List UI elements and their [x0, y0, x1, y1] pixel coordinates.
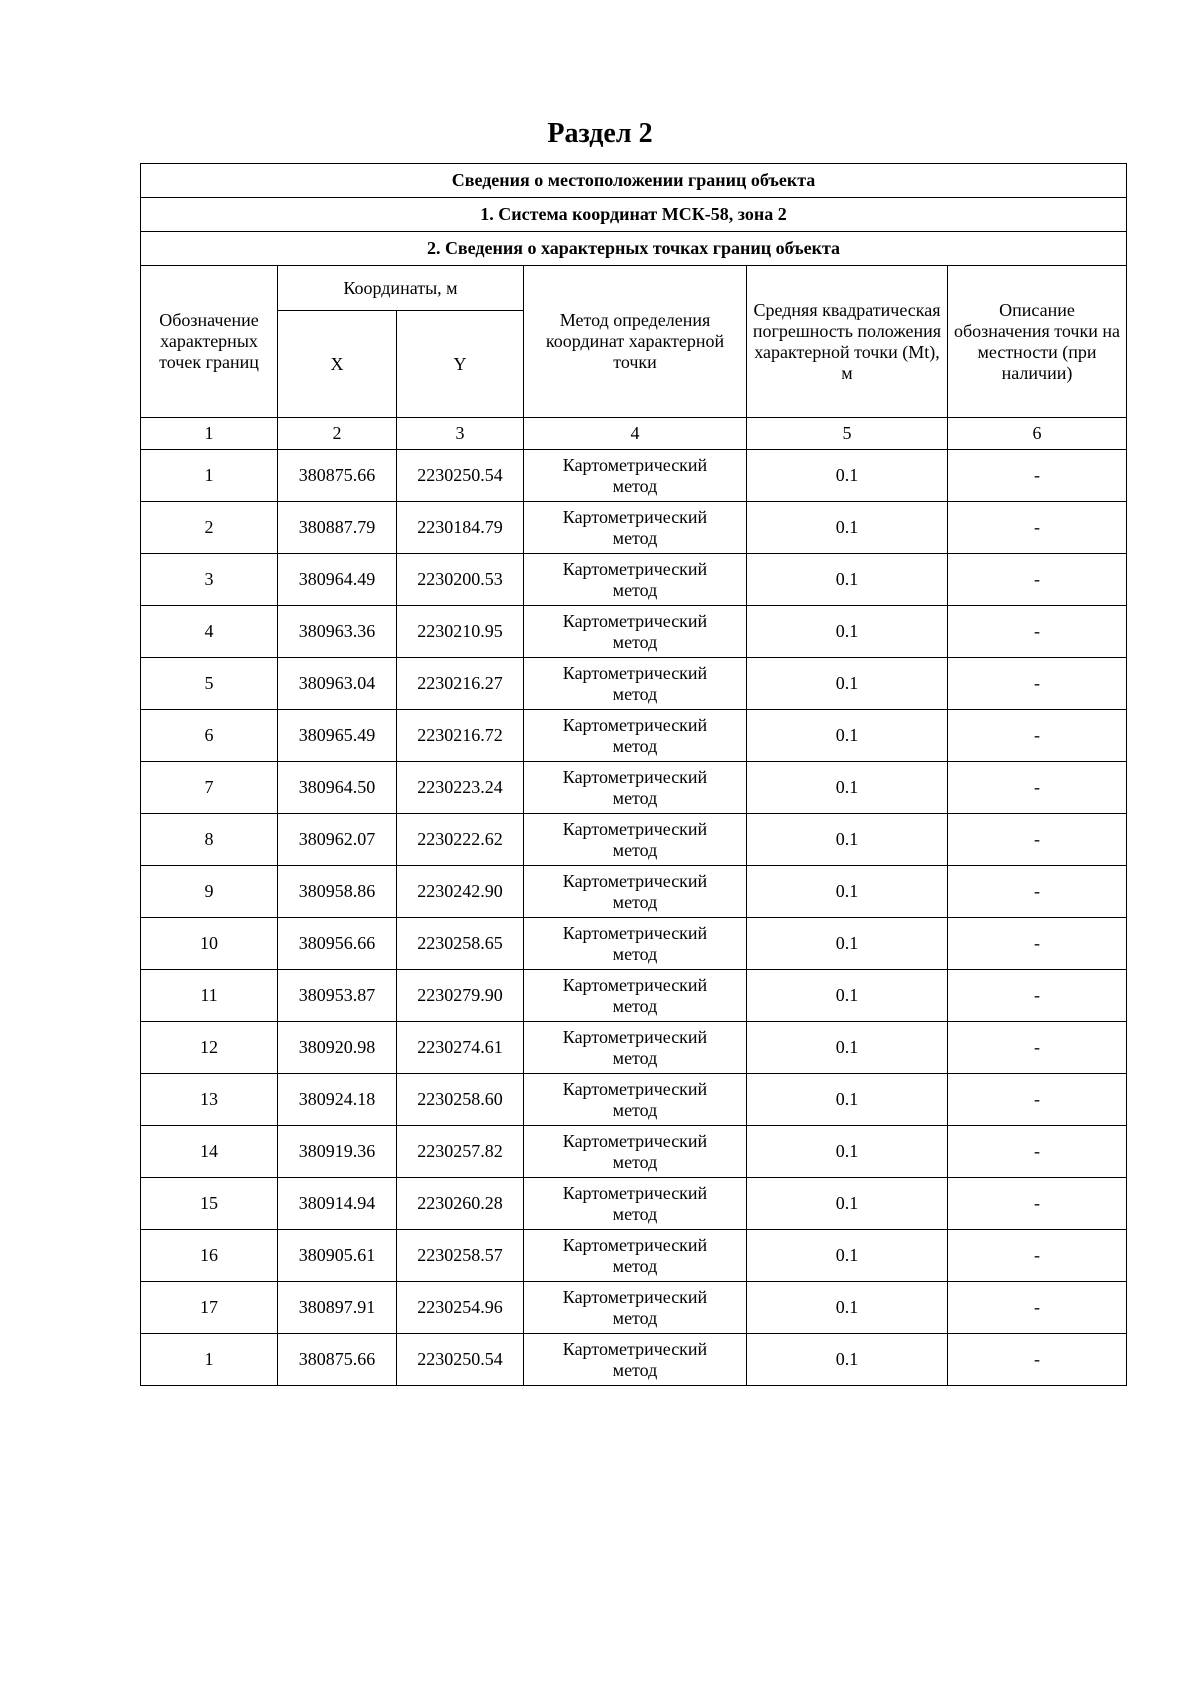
- method-cell: [524, 918, 747, 970]
- error-cell: 0.1: [747, 1126, 948, 1178]
- description-cell: -: [948, 1126, 1127, 1178]
- method-line: Картометрический: [562, 1182, 708, 1203]
- description-cell: -: [948, 1282, 1127, 1334]
- method-line: метод: [612, 735, 658, 756]
- y-cell: 2230200.53: [397, 554, 524, 606]
- method-cell: [524, 710, 747, 762]
- x-cell: 380905.61: [278, 1230, 397, 1282]
- header-row-top: [141, 266, 1127, 311]
- method-line: метод: [612, 1255, 658, 1276]
- description-cell: -: [948, 1178, 1127, 1230]
- point-cell: 11: [141, 970, 278, 1022]
- point-cell: 4: [141, 606, 278, 658]
- description-cell: -: [948, 1074, 1127, 1126]
- error-cell: 0.1: [747, 1334, 948, 1386]
- method-cell: [524, 1074, 747, 1126]
- column-number: 6: [948, 418, 1127, 450]
- error-cell: 0.1: [747, 814, 948, 866]
- table-row: [141, 814, 1127, 866]
- method-line: Картометрический: [562, 506, 708, 527]
- method-line: Картометрический: [562, 454, 708, 475]
- y-cell: 2230258.57: [397, 1230, 524, 1282]
- description-cell: -: [948, 970, 1127, 1022]
- y-cell: 2230250.54: [397, 1334, 524, 1386]
- error-cell: 0.1: [747, 918, 948, 970]
- description-cell: -: [948, 762, 1127, 814]
- column-number: 5: [747, 418, 948, 450]
- table-row: [141, 1074, 1127, 1126]
- table-heading-row: [141, 164, 1127, 198]
- error-cell: 0.1: [747, 450, 948, 502]
- column-number: 3: [397, 418, 524, 450]
- x-cell: 380956.66: [278, 918, 397, 970]
- x-cell: 380919.36: [278, 1126, 397, 1178]
- point-cell: 2: [141, 502, 278, 554]
- method-line: метод: [612, 943, 658, 964]
- table-row: [141, 606, 1127, 658]
- method-cell: [524, 450, 747, 502]
- error-cell: 0.1: [747, 606, 948, 658]
- y-cell: 2230223.24: [397, 762, 524, 814]
- error-cell: 0.1: [747, 502, 948, 554]
- point-cell: 15: [141, 1178, 278, 1230]
- description-cell: -: [948, 606, 1127, 658]
- point-cell: 1: [141, 1334, 278, 1386]
- y-cell: 2230222.62: [397, 814, 524, 866]
- y-cell: 2230250.54: [397, 450, 524, 502]
- x-cell: 380914.94: [278, 1178, 397, 1230]
- method-cell: [524, 1126, 747, 1178]
- method-line: Картометрический: [562, 922, 708, 943]
- error-cell: 0.1: [747, 762, 948, 814]
- method-cell: [524, 814, 747, 866]
- x-cell: 380875.66: [278, 1334, 397, 1386]
- table-row: [141, 1022, 1127, 1074]
- method-cell: [524, 1178, 747, 1230]
- description-cell: -: [948, 1022, 1127, 1074]
- point-cell: 10: [141, 918, 278, 970]
- method-line: метод: [612, 683, 658, 704]
- page-title: Раздел 2: [547, 118, 653, 149]
- method-cell: [524, 606, 747, 658]
- coord-system-label: 1. Система координат МСК-58, зона 2: [141, 198, 1127, 232]
- header-y: Y: [397, 311, 524, 418]
- y-cell: 2230184.79: [397, 502, 524, 554]
- table-row: [141, 1282, 1127, 1334]
- error-cell: 0.1: [747, 658, 948, 710]
- table-row: [141, 970, 1127, 1022]
- boundary-points-table: [140, 163, 1127, 1386]
- method-line: Картометрический: [562, 766, 708, 787]
- table-heading: Сведения о местоположении границ объекта: [141, 164, 1127, 198]
- x-cell: 380963.36: [278, 606, 397, 658]
- x-cell: 380964.49: [278, 554, 397, 606]
- method-line: метод: [612, 527, 658, 548]
- description-cell: -: [948, 814, 1127, 866]
- x-cell: 380964.50: [278, 762, 397, 814]
- method-cell: [524, 1230, 747, 1282]
- table-row: [141, 1126, 1127, 1178]
- table-row: [141, 1334, 1127, 1386]
- method-line: метод: [612, 839, 658, 860]
- method-cell: [524, 970, 747, 1022]
- column-number: 4: [524, 418, 747, 450]
- method-line: Картометрический: [562, 1234, 708, 1255]
- method-line: Картометрический: [562, 818, 708, 839]
- y-cell: 2230257.82: [397, 1126, 524, 1178]
- x-cell: 380963.04: [278, 658, 397, 710]
- description-cell: -: [948, 1334, 1127, 1386]
- points-heading: 2. Сведения о характерных точках границ объекта: [141, 232, 1127, 266]
- method-line: метод: [612, 1099, 658, 1120]
- point-cell: 5: [141, 658, 278, 710]
- point-cell: 17: [141, 1282, 278, 1334]
- error-cell: 0.1: [747, 970, 948, 1022]
- header-coordinates: Координаты, м: [278, 266, 524, 311]
- x-cell: 380875.66: [278, 450, 397, 502]
- method-cell: [524, 762, 747, 814]
- y-cell: 2230258.60: [397, 1074, 524, 1126]
- description-cell: -: [948, 502, 1127, 554]
- method-line: Картометрический: [562, 1078, 708, 1099]
- description-cell: -: [948, 1230, 1127, 1282]
- point-cell: 6: [141, 710, 278, 762]
- point-cell: 13: [141, 1074, 278, 1126]
- description-cell: -: [948, 866, 1127, 918]
- point-cell: 9: [141, 866, 278, 918]
- method-line: Картометрический: [562, 558, 708, 579]
- method-line: метод: [612, 995, 658, 1016]
- header-error: Средняя квадратическая погрешность положения характерной точки (Mt), м: [747, 266, 948, 418]
- point-cell: 16: [141, 1230, 278, 1282]
- table-row: [141, 762, 1127, 814]
- error-cell: 0.1: [747, 1282, 948, 1334]
- method-cell: [524, 658, 747, 710]
- description-cell: -: [948, 658, 1127, 710]
- column-number: 2: [278, 418, 397, 450]
- method-line: метод: [612, 475, 658, 496]
- y-cell: 2230274.61: [397, 1022, 524, 1074]
- method-line: метод: [612, 1359, 658, 1380]
- error-cell: 0.1: [747, 1074, 948, 1126]
- error-cell: 0.1: [747, 1178, 948, 1230]
- method-line: Картометрический: [562, 1026, 708, 1047]
- points-heading-row: [141, 232, 1127, 266]
- header-description: Описание обозначения точки на местности (при наличии): [948, 266, 1127, 418]
- error-cell: 0.1: [747, 1230, 948, 1282]
- method-cell: [524, 502, 747, 554]
- y-cell: 2230242.90: [397, 866, 524, 918]
- description-cell: -: [948, 918, 1127, 970]
- y-cell: 2230260.28: [397, 1178, 524, 1230]
- point-cell: 1: [141, 450, 278, 502]
- table-row: [141, 918, 1127, 970]
- method-cell: [524, 554, 747, 606]
- header-method: Метод определения координат характерной точки: [524, 266, 747, 418]
- point-cell: 8: [141, 814, 278, 866]
- table-row: [141, 710, 1127, 762]
- table-row: [141, 866, 1127, 918]
- method-line: Картометрический: [562, 1338, 708, 1359]
- method-line: метод: [612, 631, 658, 652]
- x-cell: 380953.87: [278, 970, 397, 1022]
- method-line: метод: [612, 1307, 658, 1328]
- y-cell: 2230210.95: [397, 606, 524, 658]
- method-line: Картометрический: [562, 974, 708, 995]
- method-line: Картометрический: [562, 714, 708, 735]
- point-cell: 14: [141, 1126, 278, 1178]
- x-cell: 380920.98: [278, 1022, 397, 1074]
- coord-system-row: [141, 198, 1127, 232]
- header-designation: Обозначение характерных точек границ: [141, 266, 278, 418]
- column-numbers-row: [141, 418, 1127, 450]
- x-cell: 380924.18: [278, 1074, 397, 1126]
- x-cell: 380962.07: [278, 814, 397, 866]
- x-cell: 380887.79: [278, 502, 397, 554]
- table-row: [141, 1230, 1127, 1282]
- description-cell: -: [948, 554, 1127, 606]
- method-line: Картометрический: [562, 662, 708, 683]
- table-row: [141, 450, 1127, 502]
- point-cell: 12: [141, 1022, 278, 1074]
- method-line: Картометрический: [562, 610, 708, 631]
- table-row: [141, 554, 1127, 606]
- description-cell: -: [948, 450, 1127, 502]
- method-line: Картометрический: [562, 1130, 708, 1151]
- method-cell: [524, 1282, 747, 1334]
- table-row: [141, 1178, 1127, 1230]
- y-cell: 2230279.90: [397, 970, 524, 1022]
- method-line: Картометрический: [562, 870, 708, 891]
- header-x: X: [278, 311, 397, 418]
- method-cell: [524, 1334, 747, 1386]
- table-row: [141, 502, 1127, 554]
- method-line: метод: [612, 1203, 658, 1224]
- description-cell: -: [948, 710, 1127, 762]
- y-cell: 2230216.72: [397, 710, 524, 762]
- y-cell: 2230254.96: [397, 1282, 524, 1334]
- method-line: метод: [612, 891, 658, 912]
- error-cell: 0.1: [747, 554, 948, 606]
- point-cell: 3: [141, 554, 278, 606]
- method-line: метод: [612, 1047, 658, 1068]
- method-cell: [524, 1022, 747, 1074]
- x-cell: 380965.49: [278, 710, 397, 762]
- table-row: [141, 658, 1127, 710]
- point-cell: 7: [141, 762, 278, 814]
- method-line: метод: [612, 787, 658, 808]
- error-cell: 0.1: [747, 710, 948, 762]
- method-line: метод: [612, 579, 658, 600]
- method-line: Картометрический: [562, 1286, 708, 1307]
- error-cell: 0.1: [747, 1022, 948, 1074]
- y-cell: 2230258.65: [397, 918, 524, 970]
- method-line: метод: [612, 1151, 658, 1172]
- column-number: 1: [141, 418, 278, 450]
- y-cell: 2230216.27: [397, 658, 524, 710]
- x-cell: 380958.86: [278, 866, 397, 918]
- x-cell: 380897.91: [278, 1282, 397, 1334]
- error-cell: 0.1: [747, 866, 948, 918]
- method-cell: [524, 866, 747, 918]
